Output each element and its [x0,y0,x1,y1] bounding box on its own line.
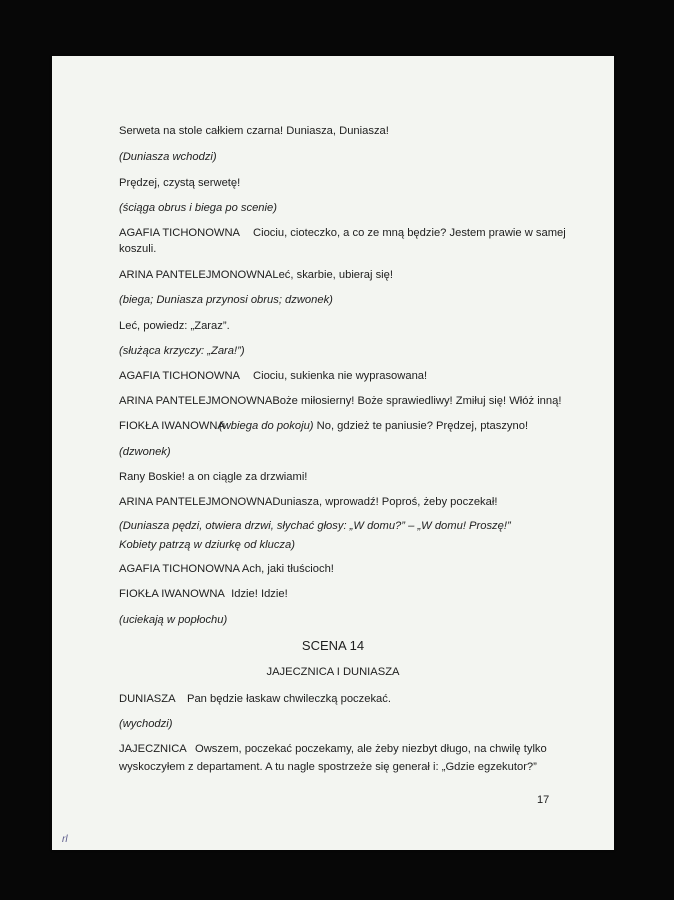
speaker-name: ARINA PANTELEJMONOWNA [119,496,273,508]
text-line: Rany Boskie! a on ciągle za drzwiami! [119,471,308,483]
dialogue-line [119,268,393,282]
dialogue-line [119,562,334,576]
stage-direction: (uciekają w popłochu) [119,614,228,626]
handwritten-margin-mark: rl [62,834,68,845]
stage-direction: (służąca krzyczy: „Zara!”) [119,345,245,357]
dialogue-line [119,587,288,601]
dialogue-line [119,742,547,756]
speaker-name: AGAFIA TICHONOWNA [119,563,240,575]
dialogue-line [119,369,427,383]
dialogue-line [119,692,391,706]
dialogue-text: Ach, jaki tłuścioch! [241,563,334,575]
page-number: 17 [537,794,550,806]
stage-direction-inline: (wbiega do pokoju) [219,420,314,432]
stage-direction: (biega; Duniasza przynosi obrus; dzwonek) [119,294,333,306]
dialogue-text: No, gdzież te paniusie? Prędzej, ptaszyno! [316,420,529,432]
speaker-name: FIOKŁA IWANOWNA [119,588,225,600]
dialogue-continuation: wyskoczyłem z departament. A tu nagle spostrzeże się generał i: „Gdzie egzekutor?” [119,761,537,773]
dialogue-continuation: koszuli. [119,243,157,255]
stage-direction: (ściąga obrus i biega po scenie) [119,202,277,214]
scene-heading: SCENA 14 [301,638,365,653]
speaker-name: JAJECZNICA [119,743,187,755]
text-line: Serweta na stole całkiem czarna! Duniasza, Duniasza! [119,125,389,137]
speaker-name: FIOKŁA IWANOWNA [119,420,225,432]
dialogue-text: Idzie! Idzie! [231,588,288,600]
dialogue-line [119,495,497,509]
text-line: Prędzej, czystą serwetę! [119,177,241,189]
dialogue-text: Leć, skarbie, ubieraj się! [272,269,393,281]
text-line: Leć, powiedz: „Zaraz”. [119,320,230,332]
dialogue-text: Ciociu, sukienka nie wyprasowana! [253,370,428,382]
scene-characters: JAJECZNICA I DUNIASZA [266,666,400,678]
stage-direction: (Duniasza wchodzi) [119,151,217,163]
speaker-name: AGAFIA TICHONOWNA [119,370,241,382]
speaker-name: ARINA PANTELEJMONOWNA [119,395,273,407]
dialogue-text: Boże miłosierny! Boże sprawiedliwy! Zmiłuj się! Włóż inną! [272,395,562,407]
dialogue-line [119,394,561,408]
stage-direction: (dzwonek) [119,446,171,458]
dialogue-text: Ciociu, cioteczko, a co ze mną będzie? Jestem prawie w samej [253,227,566,239]
speaker-name: DUNIASZA [119,693,176,705]
dialogue-text: Duniasza, wprowadź! Poproś, żeby poczekał! [272,496,498,508]
dialogue-line [119,226,566,240]
dialogue-text: Owszem, poczekać poczekamy, ale żeby niezbyt długo, na chwilę tylko [195,743,547,755]
stage-direction: (wychodzi) [119,718,173,730]
dialogue-text: Pan będzie łaskaw chwileczką poczekać. [187,693,391,705]
speaker-name: ARINA PANTELEJMONOWNA [119,269,273,281]
stage-direction: (Duniasza pędzi, otwiera drzwi, słychać głosy: „W domu?” – „W domu! Proszę!” Kobiety patrzą w dziurkę od klucza) [119,520,511,551]
speaker-name: AGAFIA TICHONOWNA [119,227,241,239]
script-page [52,56,614,850]
dialogue-line [119,419,528,433]
